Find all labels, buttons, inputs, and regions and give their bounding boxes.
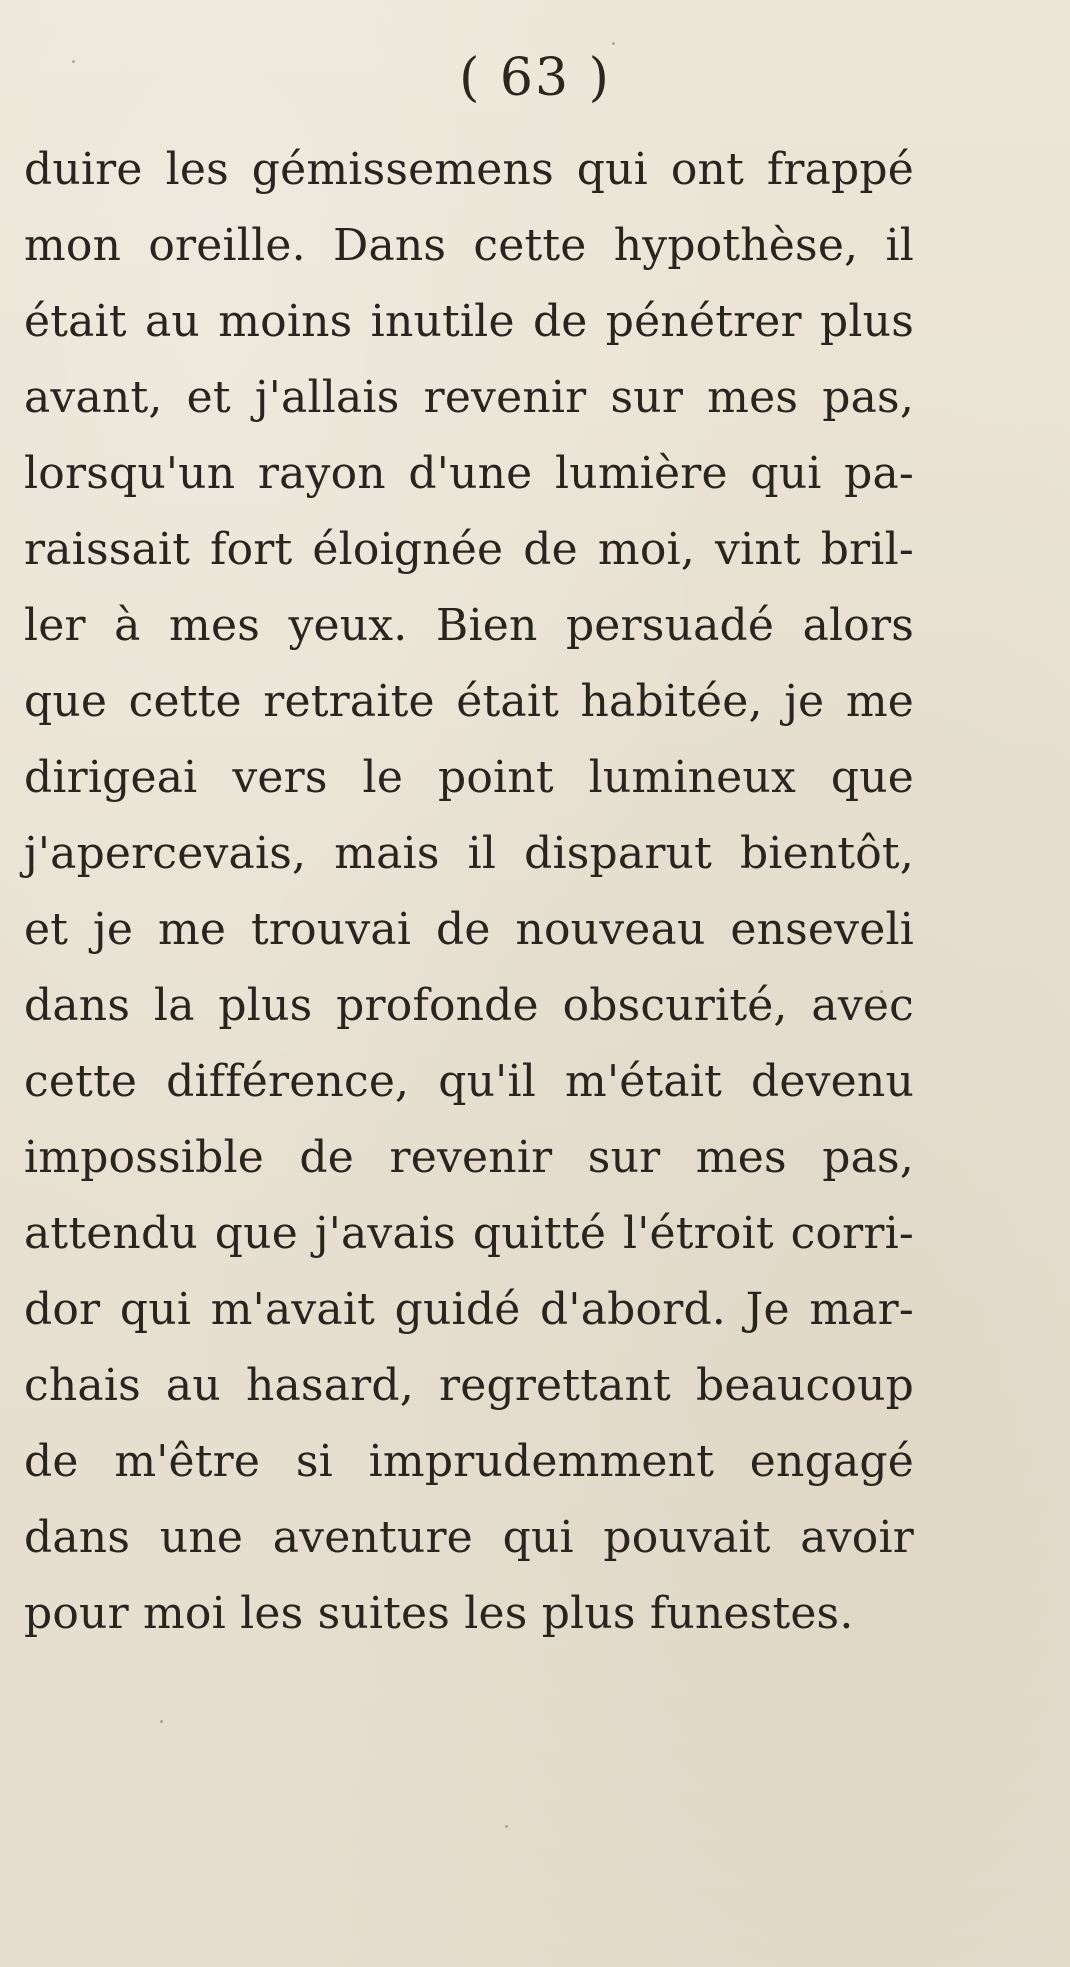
text-line: cette différence, qu'il m'était devenu	[24, 1056, 914, 1107]
text-line: dans la plus profonde obscurité, avec	[24, 980, 914, 1031]
text-line: dirigeai vers le point lumineux que	[24, 752, 914, 803]
text-line: ler à mes yeux. Bien persuadé alors	[24, 600, 914, 651]
text-line: j'apercevais, mais il disparut bientôt,	[24, 828, 914, 879]
text-line: attendu que j'avais quitté l'étroit corri-	[24, 1208, 914, 1259]
paper-speck	[880, 990, 883, 993]
body-text	[24, 132, 914, 1652]
text-line: et je me trouvai de nouveau enseveli	[24, 904, 914, 955]
text-line-last: pour moi les suites les plus funestes.	[24, 1588, 854, 1639]
text-line: que cette retraite était habitée, je me	[24, 676, 914, 727]
paper-speck	[505, 1825, 508, 1828]
text-line: dor qui m'avait guidé d'abord. Je mar-	[24, 1284, 914, 1335]
text-line: mon oreille. Dans cette hypothèse, il	[24, 220, 914, 271]
text-line: était au moins inutile de pénétrer plus	[24, 296, 914, 347]
paper-speck	[72, 60, 75, 63]
text-line: chais au hasard, regrettant beaucoup	[24, 1360, 914, 1411]
text-line: de m'être si imprudemment engagé	[24, 1436, 914, 1487]
text-line: dans une aventure qui pouvait avoir	[24, 1512, 914, 1563]
text-line: raissait fort éloignée de moi, vint bril-	[24, 524, 914, 575]
text-line: lorsqu'un rayon d'une lumière qui pa-	[24, 448, 914, 499]
page-number: ( 63 )	[459, 48, 611, 108]
text-line: duire les gémissemens qui ont frappé	[24, 144, 914, 195]
paper-speck	[612, 42, 615, 45]
text-line: impossible de revenir sur mes pas,	[24, 1132, 914, 1183]
paper-speck	[160, 1720, 163, 1723]
text-line: avant, et j'allais revenir sur mes pas,	[24, 372, 914, 423]
